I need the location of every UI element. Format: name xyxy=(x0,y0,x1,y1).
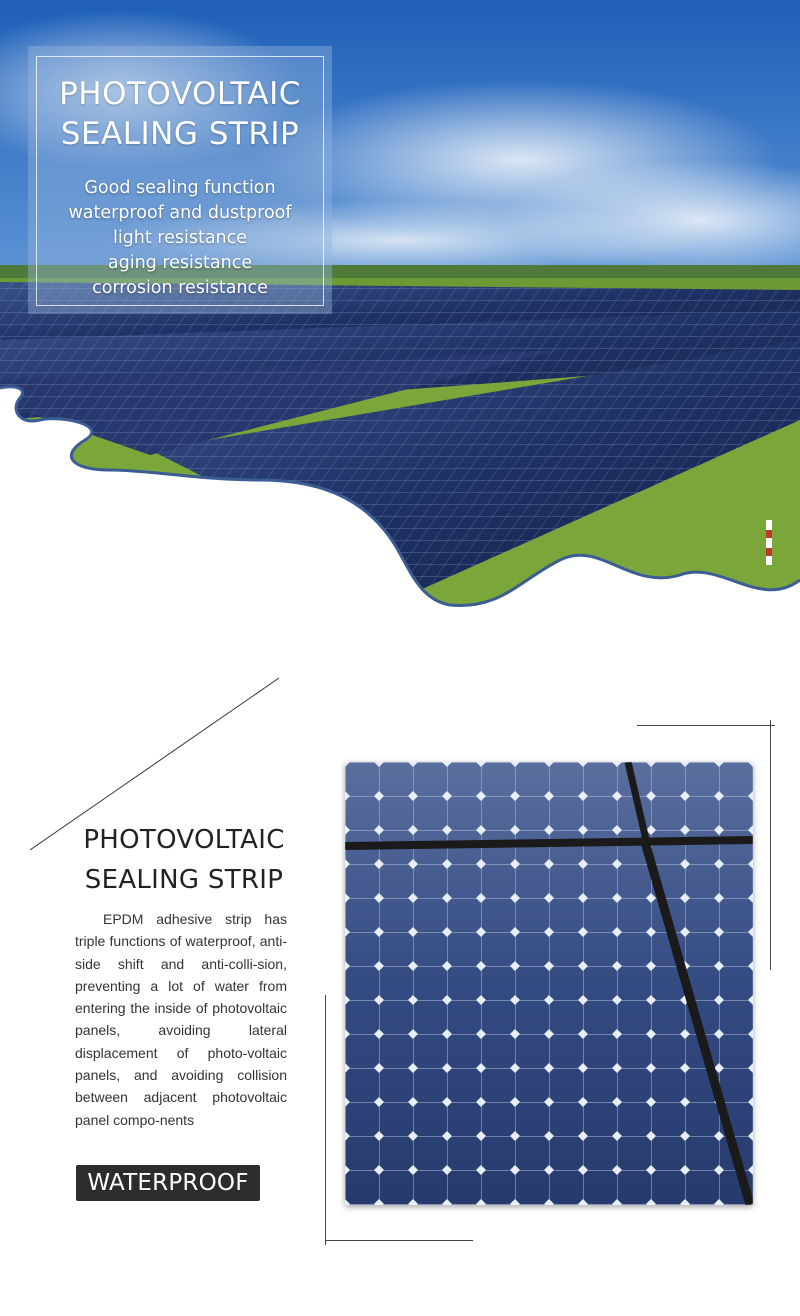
frame-line-left xyxy=(325,995,326,1245)
section-title xyxy=(62,820,306,900)
hero-feature-item: corrosion resistance xyxy=(92,278,268,298)
hero-title-line-2: SEALING STRIP xyxy=(60,116,300,152)
hero-info-box xyxy=(28,46,332,314)
waterproof-badge: WATERPROOF xyxy=(76,1165,260,1201)
frame-line-right xyxy=(770,720,771,970)
solar-panel-closeup-image xyxy=(345,762,753,1205)
frame-line-top xyxy=(637,725,775,726)
frame-line-bottom xyxy=(325,1240,473,1241)
section-description: EPDM adhesive strip has triple functions of waterproof, anti-side shift and anti-colli-sion, preventing a lot of water from entering the inside of photovoltaic panels, avoiding lateral displacement of photo-voltaic panels, and avoiding collision between adjacent photovoltaic panel compo-nents xyxy=(75,911,287,1128)
hero-feature-item: light resistance xyxy=(112,228,248,248)
hero-title-line-1: PHOTOVOLTAIC xyxy=(59,76,301,112)
hero-feature-item: aging resistance xyxy=(107,253,253,273)
section-title-line-2: SEALING STRIP xyxy=(84,865,284,895)
hero-feature-item: Good sealing function xyxy=(84,178,276,198)
hero-banner xyxy=(0,0,800,640)
section-title-line-1: PHOTOVOLTAIC xyxy=(83,825,285,855)
hero-feature-list xyxy=(28,176,332,301)
hero-title xyxy=(28,74,332,154)
hero-feature-item: waterproof and dustproof xyxy=(68,203,292,223)
